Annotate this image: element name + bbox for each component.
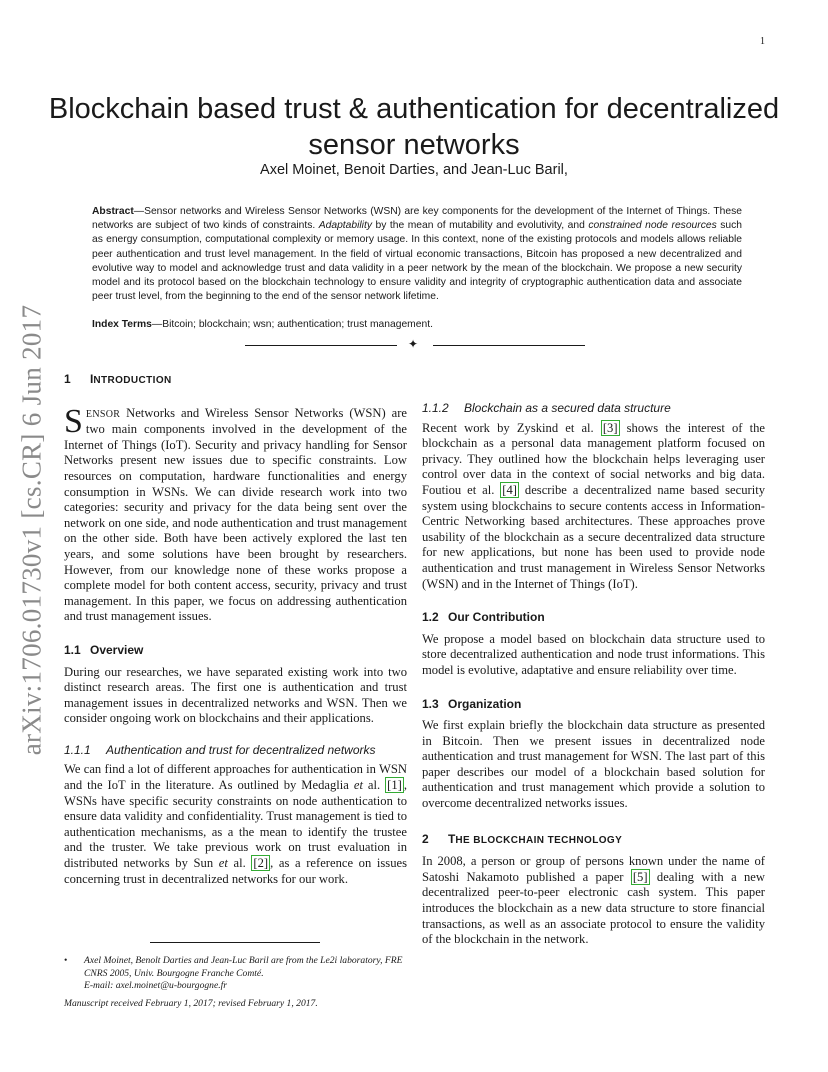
section-divider — [245, 337, 585, 352]
section-heading-blockchain-technology: 2 THE BLOCKCHAIN TECHNOLOGY — [422, 831, 623, 846]
footnote-email: E-mail: axel.moinet@u-bourgogne.fr — [84, 980, 228, 992]
footnote-bullet: • — [64, 955, 68, 966]
subsection-heading-overview: 1.1 Overview — [64, 642, 144, 657]
citation-link[interactable]: [2] — [253, 856, 269, 871]
subsubsection-heading-authentication: 1.1.1 Authentication and trust for decentralized networks — [64, 742, 376, 757]
footnote — [64, 955, 409, 993]
footnote-rule — [150, 942, 320, 943]
drop-cap: S — [64, 402, 83, 440]
author-list: Axel Moinet, Benoit Darties, and Jean-Luc Baril, — [260, 162, 568, 178]
right-column — [422, 401, 765, 948]
abstract-label: Abstract — [92, 206, 134, 217]
left-column — [64, 372, 407, 887]
overview-paragraph: During our researches, we have separated existing work into two distinct research areas. The first one is authentication and trust management issues in decentralized networks and WSN. Then we consider ongoing work on blockchains and their applications. — [64, 664, 407, 726]
arxiv-stamp — [12, 300, 52, 760]
organization-paragraph: We first explain briefly the blockchain data structure as presented in Bitcoin. Then we present issues in decentralized node authentication and trust management for WSN. The last part of this paper describes our model of a blockchain based solution for authentication and trust management which provide a solution to overcome decentralized networks issues. — [422, 718, 765, 811]
arxiv-stamp-text: arXiv:1706.01730v1 [cs.CR] 6 Jun 2017 — [16, 304, 47, 756]
footnote-affiliation: Axel Moinet, Benolt Darties and Jean-Luc Baril are from the Le2i laboratory, FRE CNRS 2005, Univ. Bourgogne Franche Comté. — [84, 955, 403, 979]
paper-title: Blockchain based trust & authentication for decentralized sensor networks — [48, 93, 780, 162]
citation-link[interactable]: [3] — [602, 420, 618, 435]
authentication-paragraph: We can find a lot of different approaches for authentication in WSN and the IoT in the literature. As outlined by Medaglia et al. [1] , WSNs have specific security constraints on node authentication to ensure data validity and confidentiality. Trust management is tied to authentication mechanisms, as a the mean to identify the trustee and the truster. We take previous work on trust evaluation in distributed networks by Sun et al. [2] , as a reference on issues concerning trust in decentralized networks for our work. — [64, 762, 407, 886]
contribution-paragraph: We propose a model based on blockchain data structure used to store decentralized authentication and node trust informations. This model is evolutive, adaptative and ensure reliability over time. — [422, 631, 765, 677]
blockchain-technology-paragraph: In 2008, a person or group of persons known under the name of Satoshi Nakamoto published a paper [5] dealing with a new decentralized peer-to-peer electronic cash system. This paper introduces the blockchain as a new data structure to store financial transactions, as well as an associate protocol to ensure the validity of the blockchain in the network. — [422, 854, 765, 947]
citation-link[interactable]: [1] — [387, 778, 402, 793]
abstract: Abstract—Sensor networks and Wireless Sensor Networks (WSN) are key components for the development of the Internet of Things. These networks are subject of two kinds of constraints. Adaptability by the mean of mutability and evolutivity, and constrained node resources such as energy consumption, computational complexity or memory usage. In this context, none of the existing protocols and models allows reliable peer authentication and trust level management. In the field of virtual economic transactions, Bitcoin has proposed a new decentralized and evolutive way to model and acknowledge trust and data validity in a peer network by the mean of the blockchain. We propose a new security model and its protocol based on the blockchain technology to ensure validity and integrity of cryptographic authentication data and associate peer trust level, from the beginning to the end of the sensor network lifetime. — [92, 206, 743, 303]
divider-star-icon: ✦ — [408, 337, 419, 351]
citation-link[interactable]: [4] — [502, 482, 517, 497]
index-terms: Index Terms—Bitcoin; blockchain; wsn; authentication; trust management. — [92, 319, 433, 330]
blockchain-data-paragraph: Recent work by Zyskind et al. [3] shows the interest of the blockchain as a personal data management platform focused on privacy. They outlined how the blockchain helps leveraging user control over data in the context of social networks and big data. Foutiou et al. [4] describe a decentralized name based security system using blockchains to secure contents access in Information-Centric Networking based architectures. These approaches prove usability of the blockchain as a secure decentralized data structure for new applications, but none has been used to provide node authentication and trust management in Wireless Sensor Networks (WSN) and in the Internet of Things (IoT). — [422, 420, 765, 591]
subsubsection-heading-blockchain: 1.1.2 Blockchain as a secured data structure — [422, 401, 671, 415]
intro-paragraph: SENSOR Networks and Wireless Sensor Networks (WSN) are two main components involved in the development of the Internet of Things (IoT). Security and privacy handling for Sensor Networks present new issues due to specific constraints. Low resources on computation, hardware functionalities and energy consumption in WSNs. We can divide research work into two categories: security and privacy for the data being sent over the network on one side, and node authentication and trust management on the other side. Both have been actively explored the last ten years, and some solutions have been brought by researchers. However, from our knowledge none of these works propose a complete model for both content access, security, privacy and trust management. In this paper, we focus on addressing authentication and trust management issues. — [64, 402, 407, 624]
manuscript-note: Manuscript received February 1, 2017; revised February 1, 2017. — [64, 998, 318, 1009]
citation-link[interactable]: [5] — [632, 869, 648, 884]
index-terms-label: Index Terms — [92, 319, 152, 330]
page-number: 1 — [760, 36, 765, 47]
subsection-heading-contribution: 1.2 Our Contribution — [422, 610, 545, 625]
subsection-heading-organization: 1.3 Organization — [422, 696, 522, 711]
section-heading-introduction: 1 INTRODUCTION — [64, 372, 172, 386]
